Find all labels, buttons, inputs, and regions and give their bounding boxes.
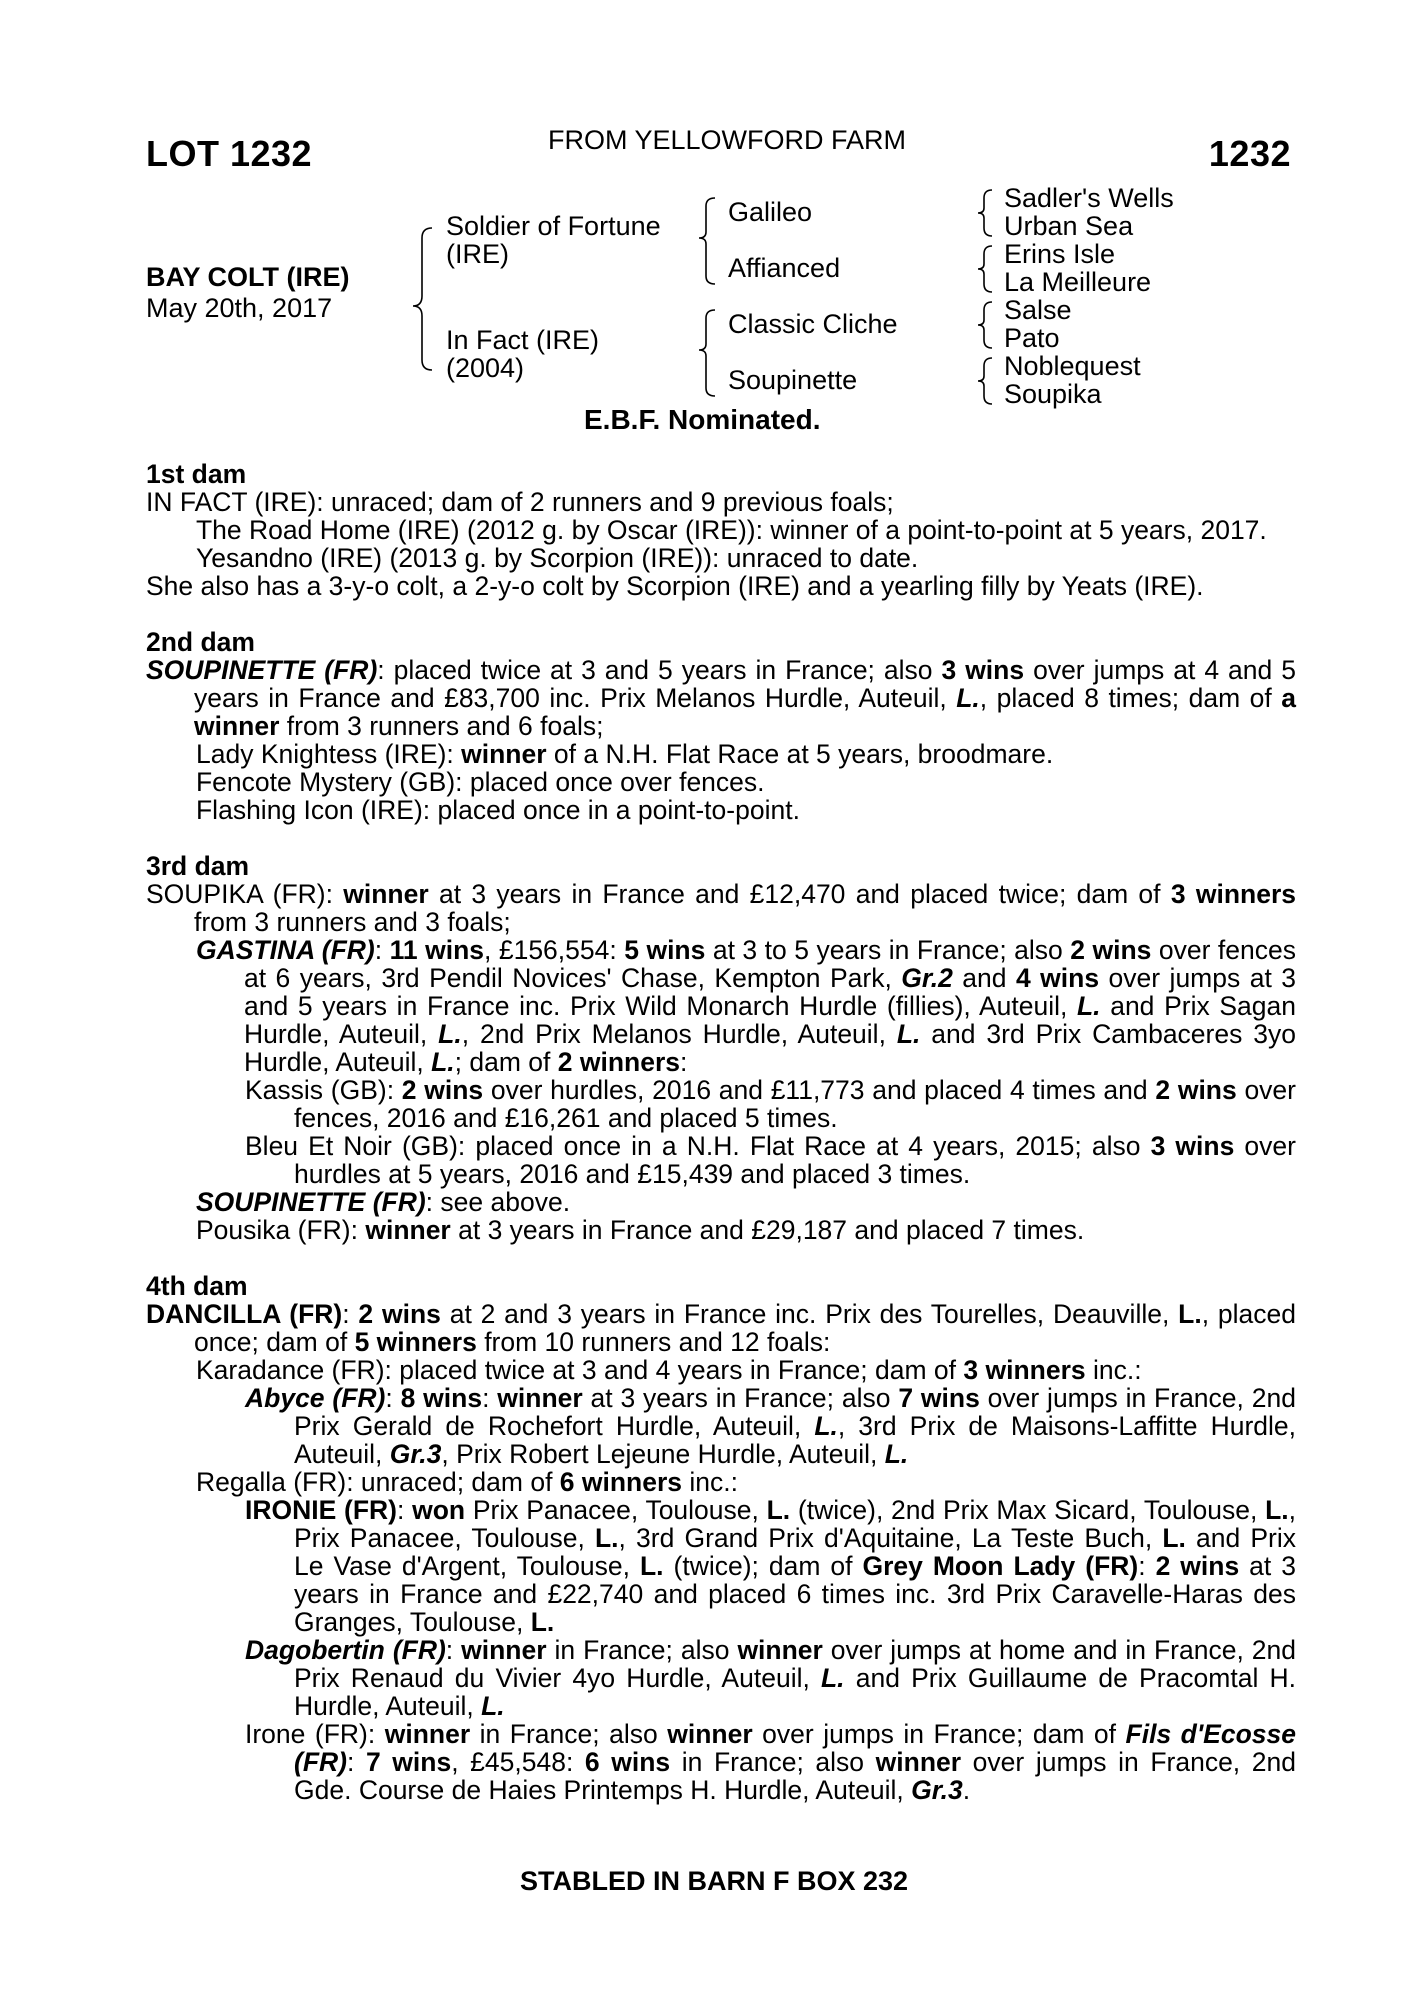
sire-sire: Galileo [728,197,813,227]
third-dam-grand-produce-bleu-et-noir: Bleu Et Noir (GB): placed once in a N.H. Flat Race at 4 years, 2015; also 3 wins over hurdles at 5 years, 2016 and £15,439 and placed 3 times. [245,1131,1296,1189]
second-dam-record: SOUPINETTE (FR): placed twice at 3 and 5 years in France; also 3 wins over jumps at 4 and 5 years in France and £83,700 inc. Prix Melanos Hurdle, Auteuil, L., placed 8 times; dam of a winner from 3 runners and 6 foals; [146,655,1296,741]
classic-cliche-brace [978,302,992,348]
third-dam-produce-pousika: Pousika (FR): winner at 3 years in France and £29,187 and placed 7 times. [196,1215,1085,1245]
fourth-dam-grand-produce-irone: Irone (FR): winner in France; also winner over jumps in France; dam of Fils d'Ecosse (FR): 7 wins, £45,548: 6 wins in France; also winner over jumps in France, 2nd Gde. Course de Haies Printemps H. Hurdle, Auteuil, Gr.3. [245,1719,1296,1805]
sire-dam: Affianced [728,253,841,283]
foaling-date: May 20th, 2017 [146,293,333,323]
sire-country: (IRE) [446,239,509,269]
lot-number: 1232 [1208,133,1291,174]
fourth-dam-record: DANCILLA (FR): 2 wins at 2 and 3 years in France inc. Prix des Tourelles, Deauville, L., placed once; dam of 5 winners from 10 runners and 12 foals: [146,1299,1296,1357]
sire-brace [699,198,715,284]
first-dam-produce-2: Yesandno (IRE) (2013 g. by Scorpion (IRE)): unraced to date. [196,543,919,573]
first-dam-produce-1: The Road Home (IRE) (2012 g. by Oscar (IRE)): winner of a point-to-point at 5 years, 2017. [196,515,1267,545]
gen3-7: Noblequest [1004,351,1141,381]
first-dam-intro: IN FACT (IRE): unraced; dam of 2 runners and 9 previous foals; [146,487,894,517]
fourth-dam-grand-produce-abyce: Abyce (FR): 8 wins: winner at 3 years in France; also 7 wins over jumps in France, 2nd Prix Gerald de Rochefort Hurdle, Auteuil, L., 3rd Prix de Maisons-Laffitte Hurdle, Auteuil, Gr.3, Prix Robert Lejeune Hurdle, Auteuil, L. [245,1383,1296,1469]
consignor: FROM YELLOWFORD FARM [548,125,907,155]
dam-dam: Soupinette [728,365,858,395]
third-dam-grand-produce-kassis: Kassis (GB): 2 wins over hurdles, 2016 and £11,773 and placed 4 times and 2 wins over fences, 2016 and £16,261 and placed 5 times. [245,1075,1296,1133]
ebf-nomination: E.B.F. Nominated. [584,404,821,435]
gen3-1: Sadler's Wells [1004,183,1174,213]
first-dam-heading: 1st dam [146,459,247,489]
fourth-dam-grand-produce-ironie: IRONIE (FR): won Prix Panacee, Toulouse, L. (twice), 2nd Prix Max Sicard, Toulouse, L., Prix Panacee, Toulouse, L., 3rd Grand Prix d'Aquitaine, La Teste Buch, L. and Prix Le Vase d'Argent, Toulouse, L. (twice); dam of Grey Moon Lady (FR): 2 wins at 3 years in France and £22,740 and placed 6 times inc. 3rd Prix Caravelle-Haras des Granges, Toulouse, L. [245,1495,1297,1637]
produce-record [146,460,1296,1804]
stabling-info: STABLED IN BARN F BOX 232 [519,1866,909,1896]
gen3-6: Pato [1004,323,1060,353]
soupinette-brace [978,358,992,404]
fourth-dam-produce-regalla: Regalla (FR): unraced; dam of 6 winners inc.: [196,1467,739,1497]
second-dam-produce-1: Lady Knightess (IRE): winner of a N.H. Flat Race at 5 years, broodmare. [196,739,1054,769]
fourth-dam-grand-produce-dagobertin: Dagobertin (FR): winner in France; also winner over jumps at home and in France, 2nd Prix Renaud du Vivier 4yo Hurdle, Auteuil, L. and Prix Guillaume de Pracomtal H. Hurdle, Auteuil, L. [245,1635,1297,1721]
lot-title: LOT 1232 [146,133,313,174]
galileo-brace [978,190,992,236]
third-dam-record: SOUPIKA (FR): winner at 3 years in France and £12,470 and placed twice; dam of 3 winners from 3 runners and 3 foals; [146,879,1296,937]
third-dam-produce-soupinette: SOUPINETTE (FR): see above. [196,1187,571,1217]
fourth-dam-produce-karadance: Karadance (FR): placed twice at 3 and 4 years in France; dam of 3 winners inc.: [196,1355,1142,1385]
dam-name: In Fact (IRE) [446,325,600,355]
main-brace [413,228,432,370]
dam-sire: Classic Cliche [728,309,898,339]
gen3-2: Urban Sea [1004,211,1134,241]
third-dam-heading: 3rd dam [146,851,250,881]
sire-name: Soldier of Fortune [446,211,661,241]
third-dam-produce-gastina: GASTINA (FR): 11 wins, £156,554: 5 wins at 3 to 5 years in France; also 2 wins over fences at 6 years, 3rd Pendil Novices' Chase, Kempton Park, Gr.2 and 4 wins over jumps at 3 and 5 years in France inc. Prix Wild Monarch Hurdle (fillies), Auteuil, L. and Prix Sagan Hurdle, Auteuil, L., 2nd Prix Melanos Hurdle, Auteuil, L. and 3rd Prix Cambaceres 3yo Hurdle, Auteuil, L.; dam of 2 winners: [196,935,1296,1077]
gen3-4: La Meilleure [1004,267,1152,297]
gen3-8: Soupika [1004,379,1102,409]
second-dam-produce-3: Flashing Icon (IRE): placed once in a point-to-point. [196,795,800,825]
gen3-5: Salse [1004,295,1072,325]
affianced-brace [978,246,992,292]
second-dam-produce-2: Fencote Mystery (GB): placed once over fences. [196,767,765,797]
gen3-3: Erins Isle [1004,239,1116,269]
first-dam-also: She also has a 3-y-o colt, a 2-y-o colt by Scorpion (IRE) and a yearling filly by Yeats (IRE). [146,571,1204,601]
second-dam-heading: 2nd dam [146,627,255,657]
dam-brace [699,310,715,396]
horse-description: BAY COLT (IRE) [146,262,350,292]
dam-year: (2004) [446,353,525,383]
pedigree-braces [0,0,1428,460]
fourth-dam-heading: 4th dam [146,1271,248,1301]
